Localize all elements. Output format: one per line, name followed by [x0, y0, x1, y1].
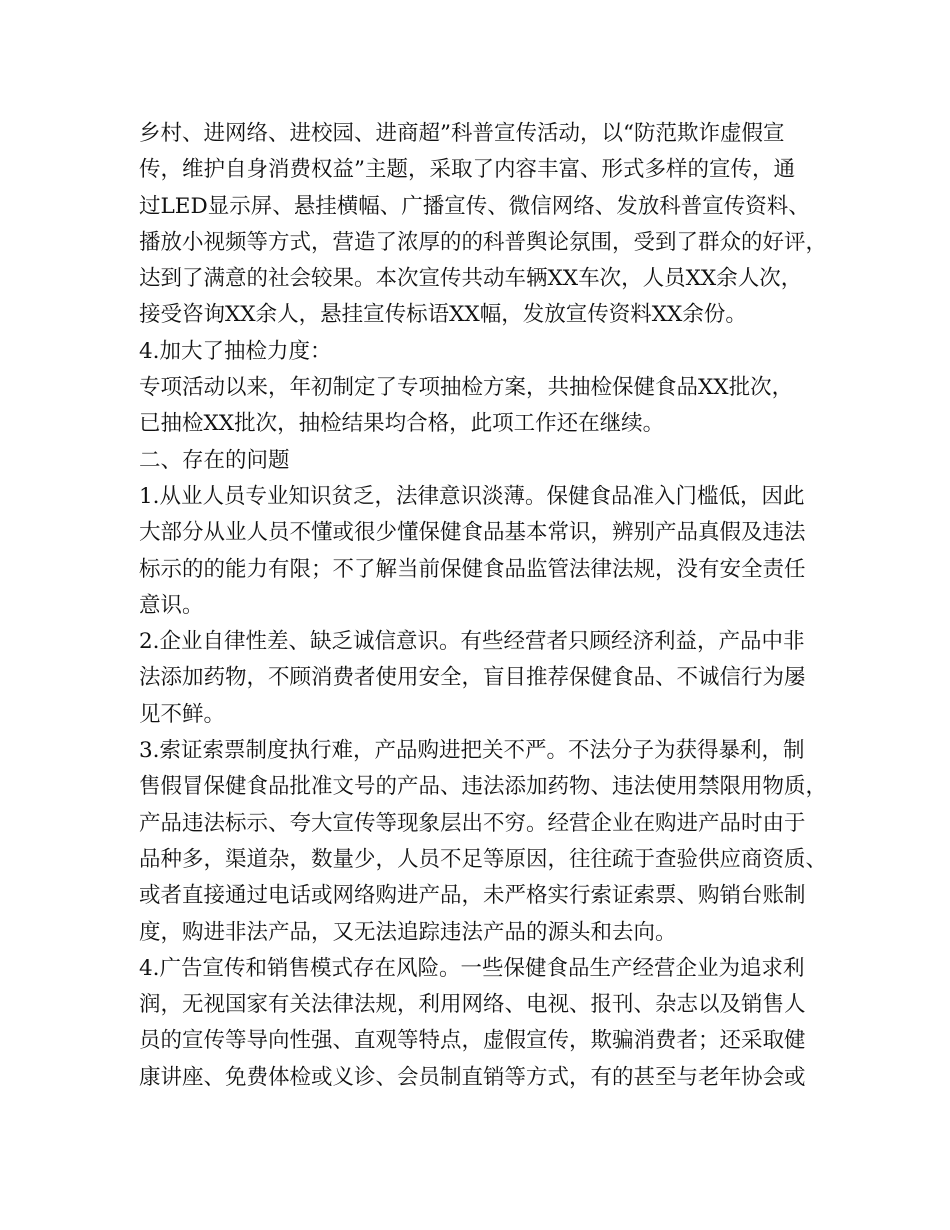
text-line: 1.从业人员专业知识贫乏，法律意识淡薄。保健食品准入门槛低，因此 — [139, 483, 805, 509]
text-line: 过LED显示屏、悬挂横幅、广播宣传、微信网络、发放科普宣传资料、 — [139, 193, 810, 219]
text-line: 达到了满意的社会较果。本次宣传共动车辆XX车次，人员XX余人次， — [139, 266, 803, 292]
text-line: 已抽检XX批次，抽检结果均合格，此项工作还在继续。 — [139, 411, 665, 437]
text-line: 大部分从业人员不懂或很少懂保健食品基本常识，辨别产品真假及违法 — [139, 520, 806, 546]
text-line: 或者直接通过电话或网络购进产品，未严格实行索证索票、购销台账制 — [139, 883, 806, 909]
text-line: 标示的的能力有限；不了解当前保健食品监管法律法规，没有安全责任 — [139, 556, 806, 582]
text-line: 员的宣传等导向性强、直观等特点，虚假宣传，欺骗消费者；还采取健 — [139, 1028, 806, 1054]
document-body — [139, 116, 829, 1096]
text-line: 专项活动以来，年初制定了专项抽检方案，共抽检保健食品XX批次， — [139, 375, 794, 401]
text-line: 4.广告宣传和销售模式存在风险。一些保健食品生产经营企业为追求利 — [139, 955, 805, 981]
text-line: 乡村、进网络、进校园、进商超”科普宣传活动，以“防范欺诈虚假宣 — [139, 121, 785, 146]
text-line: 意识。 — [139, 592, 204, 618]
text-line: 品种多，渠道杂，数量少，人员不足等原因，往往疏于查验供应商资质、 — [139, 846, 828, 872]
text-line: 康讲座、免费体检或义诊、会员制直销等方式，有的甚至与老年协会或 — [139, 1064, 806, 1090]
text-line: 润，无视国家有关法律法规，利用网络、电视、报刊、杂志以及销售人 — [139, 992, 806, 1018]
text-line: 2.企业自律性差、缺乏诚信意识。有些经营者只顾经济利益，产品中非 — [139, 629, 805, 655]
text-line: 见不鲜。 — [139, 701, 226, 727]
section-heading: 4.加大了抽检力度： — [139, 338, 332, 364]
text-line: 产品违法标示、夸大宣传等现象层出不穷。经营企业在购进产品时由于 — [139, 810, 806, 836]
text-line: 传，维护自身消费权益”主题，采取了内容丰富、形式多样的宣传，通 — [139, 157, 795, 183]
text-line: 售假冒保健食品批准文号的产品、违法添加药物、违法使用禁限用物质， — [139, 774, 828, 800]
text-line: 3.索证索票制度执行难，产品购进把关不严。不法分子为获得暴利，制 — [139, 738, 805, 764]
text-line: 法添加药物，不顾消费者使用安全，盲目推荐保健食品、不诚信行为屡 — [139, 665, 806, 691]
text-line: 播放小视频等方式，营造了浓厚的的科普舆论氛围，受到了群众的好评， — [139, 229, 828, 255]
section-heading: 二、存在的问题 — [139, 447, 290, 473]
text-line: 度，购进非法产品，又无法追踪违法产品的源头和去向。 — [139, 919, 677, 945]
text-line: 接受咨询XX余人，悬挂宣传标语XX幅，发放宣传资料XX余份。 — [139, 302, 747, 328]
